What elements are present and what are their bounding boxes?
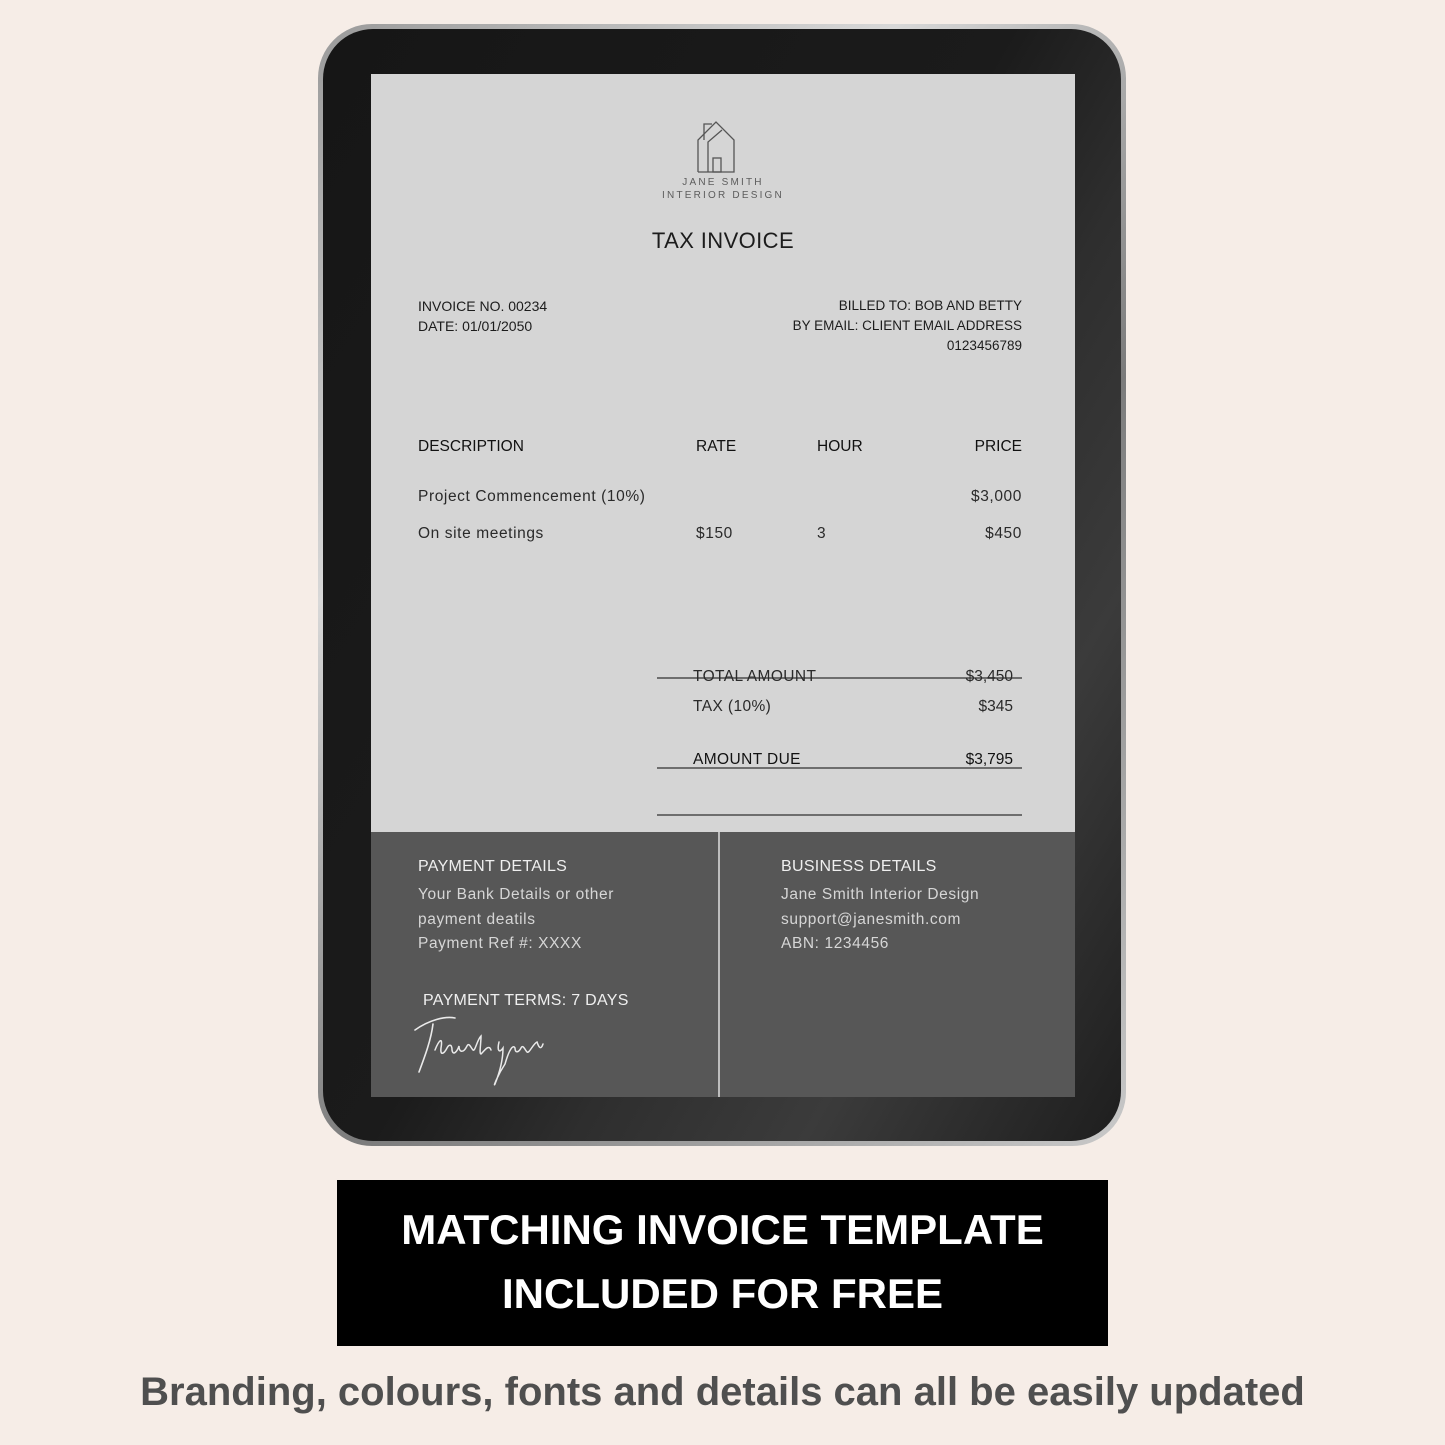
item-description: On site meetings xyxy=(418,525,544,542)
item-price: $3,000 xyxy=(970,488,1022,505)
tagline: Branding, colours, fonts and details can all be easily updated xyxy=(140,1370,1305,1414)
invoice-document xyxy=(371,74,1075,1097)
house-logo-icon xyxy=(696,118,740,174)
totals-bottom-rule xyxy=(657,814,1022,816)
tax-value: $345 xyxy=(978,698,1013,715)
item-price: $450 xyxy=(985,525,1022,542)
billed-phone: 0123456789 xyxy=(946,338,1022,353)
total-amount-label: TOTAL AMOUNT xyxy=(693,668,817,685)
billed-to: BILLED TO: BOB AND BETTY xyxy=(838,298,1022,313)
invoice-meta xyxy=(418,296,547,336)
payment-line: payment deatils xyxy=(418,910,536,928)
billing-info xyxy=(793,296,1022,356)
business-abn: ABN: 1234456 xyxy=(781,935,890,952)
payment-line: Your Bank Details or other xyxy=(418,886,614,903)
business-name: Jane Smith Interior Design xyxy=(781,886,980,903)
invoice-title: TAX INVOICE xyxy=(651,228,795,253)
invoice-footer-panel xyxy=(371,832,1075,1097)
column-header-rate: RATE xyxy=(696,438,737,455)
column-header-hour: HOUR xyxy=(817,438,863,455)
thank-you-signature xyxy=(411,1014,546,1092)
amount-due-label: AMOUNT DUE xyxy=(693,751,801,768)
brand-name: JANE SMITH xyxy=(682,177,764,188)
payment-details-text xyxy=(418,883,614,957)
payment-details-heading: PAYMENT DETAILS xyxy=(418,858,568,875)
invoice-date: DATE: 01/01/2050 xyxy=(418,318,533,334)
tablet-bezel xyxy=(323,29,1121,1141)
payment-terms: PAYMENT TERMS: 7 DAYS xyxy=(423,992,629,1009)
amount-due-value: $3,795 xyxy=(965,751,1013,768)
business-details-text xyxy=(781,883,979,957)
column-header-description: DESCRIPTION xyxy=(418,438,524,455)
item-hour: 3 xyxy=(817,525,827,542)
invoice-main-section xyxy=(371,74,1075,832)
svg-text:Thank you: Thank you xyxy=(411,1014,416,1015)
business-details-heading: BUSINESS DETAILS xyxy=(781,858,937,875)
tablet-frame xyxy=(318,24,1126,1146)
promo-banner-line: MATCHING INVOICE TEMPLATE xyxy=(401,1206,1044,1253)
item-description: Project Commencement (10%) xyxy=(418,488,646,505)
brand-subtitle: INTERIOR DESIGN xyxy=(662,190,784,201)
promo-banner-line: INCLUDED FOR FREE xyxy=(502,1270,943,1317)
item-rate: $150 xyxy=(696,525,733,542)
total-amount-value: $3,450 xyxy=(965,668,1013,685)
billed-email: BY EMAIL: CLIENT EMAIL ADDRESS xyxy=(792,318,1022,333)
promo-banner xyxy=(337,1180,1108,1346)
column-header-price: PRICE xyxy=(974,438,1022,455)
invoice-number: INVOICE NO. 00234 xyxy=(418,298,548,314)
payment-ref: Payment Ref #: XXXX xyxy=(418,935,582,952)
business-email: support@janesmith.com xyxy=(781,910,961,928)
footer-divider xyxy=(718,832,720,1097)
tax-label: TAX (10%) xyxy=(693,698,772,715)
